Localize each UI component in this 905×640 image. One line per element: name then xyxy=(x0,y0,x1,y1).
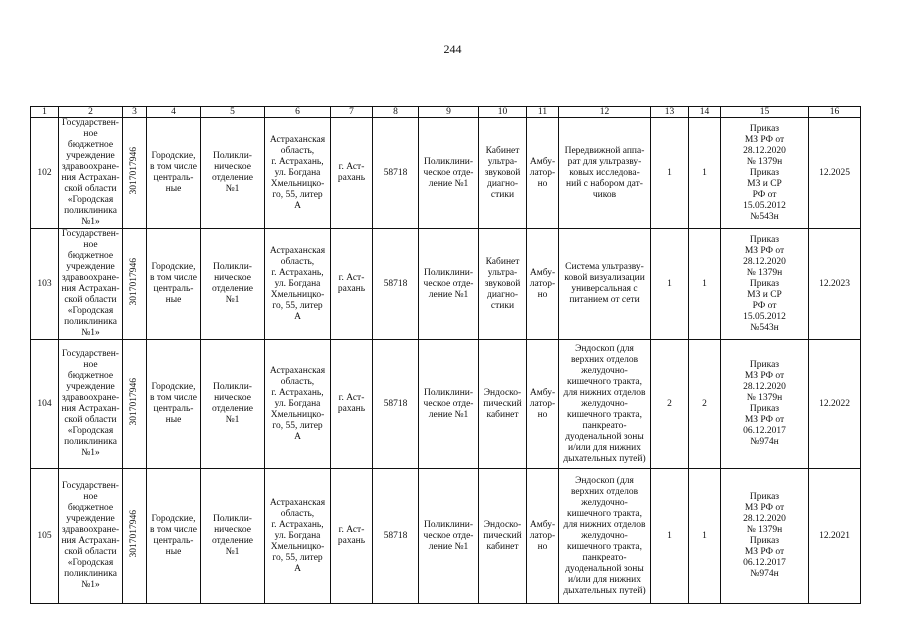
order-reference-cell: Приказ МЗ РФ от 28.12.2020 № 1379н Приказ МЗ и СР РФ от 15.05.2012 №543н xyxy=(721,118,809,229)
room-cell: Эндоско- пический кабинет xyxy=(479,469,527,604)
order-reference-cell: Приказ МЗ РФ от 28.12.2020 № 1379н Приказ МЗ РФ от 06.12.2017 №974н xyxy=(721,340,809,469)
code-cell: 58718 xyxy=(373,229,419,340)
order-reference-cell: Приказ МЗ РФ от 28.12.2020 № 1379н Приказ МЗ РФ от 06.12.2017 №974н xyxy=(721,469,809,604)
quantity-available-cell: 1 xyxy=(689,469,721,604)
column-number: 9 xyxy=(419,107,479,118)
quantity-required-cell: 1 xyxy=(651,118,689,229)
settlement-type-cell: Городские, в том числе централь- ные xyxy=(147,118,201,229)
column-number-row xyxy=(31,107,861,118)
column-number: 13 xyxy=(651,107,689,118)
date-cell: 12.2022 xyxy=(809,340,861,469)
city-cell: г. Аст- рахань xyxy=(331,340,373,469)
page-number: 244 xyxy=(443,42,462,56)
city-cell: г. Аст- рахань xyxy=(331,118,373,229)
table-row xyxy=(31,229,861,340)
table-row xyxy=(31,118,861,229)
quantity-required-cell: 1 xyxy=(651,229,689,340)
equipment-cell: Система ультразву- ковой визуализации универсальная с питанием от сети xyxy=(559,229,651,340)
equipment-cell: Эндоскоп (для верхних отделов желудочно- кишечного тракта, для нижних отделов желудочно- кишечного тракта, панкреато- дуоденальной зоны и/или для нижних дыхательных путей) xyxy=(559,340,651,469)
inn-cell xyxy=(123,229,147,340)
department-cell: Поликли- ническое отделение №1 xyxy=(201,469,265,604)
city-cell: г. Аст- рахань xyxy=(331,469,373,604)
address-cell: Астраханская область, г. Астрахань, ул. Богдана Хмельницко- го, 55, литер А xyxy=(265,118,331,229)
code-cell: 58718 xyxy=(373,340,419,469)
column-number: 2 xyxy=(59,107,123,118)
inn-text: 3017017946 xyxy=(129,510,139,558)
inn-cell xyxy=(123,469,147,604)
date-cell: 12.2025 xyxy=(809,118,861,229)
column-number: 5 xyxy=(201,107,265,118)
equipment-cell: Передвижной аппа- рат для ультразву- ковых исследова- ний с набором дат- чиков xyxy=(559,118,651,229)
unit-cell: Поликлини- ческое отде- ление №1 xyxy=(419,340,479,469)
quantity-available-cell: 1 xyxy=(689,229,721,340)
equipment-table xyxy=(30,106,861,604)
address-cell: Астраханская область, г. Астрахань, ул. Богдана Хмельницко- го, 55, литер А xyxy=(265,340,331,469)
city-cell: г. Аст- рахань xyxy=(331,229,373,340)
settlement-type-cell: Городские, в том числе централь- ные xyxy=(147,229,201,340)
inn-text: 3017017946 xyxy=(129,258,139,306)
column-number: 12 xyxy=(559,107,651,118)
care-condition-cell: Амбу- латор- но xyxy=(527,229,559,340)
column-number: 8 xyxy=(373,107,419,118)
unit-cell: Поликлини- ческое отде- ление №1 xyxy=(419,229,479,340)
column-number: 10 xyxy=(479,107,527,118)
address-cell: Астраханская область, г. Астрахань, ул. Богдана Хмельницко- го, 55, литер А xyxy=(265,229,331,340)
care-condition-cell: Амбу- латор- но xyxy=(527,340,559,469)
quantity-available-cell: 1 xyxy=(689,118,721,229)
department-cell: Поликли- ническое отделение №1 xyxy=(201,229,265,340)
code-cell: 58718 xyxy=(373,118,419,229)
column-number: 6 xyxy=(265,107,331,118)
table-row xyxy=(31,469,861,604)
organization-cell: Государствен- ное бюджетное учреждение здравоохране- ния Астрахан- ской области «Городская поликлиника №1» xyxy=(59,229,123,340)
organization-cell: Государствен- ное бюджетное учреждение здравоохране- ния Астрахан- ской области «Городская поликлиника №1» xyxy=(59,118,123,229)
inn-text: 3017017946 xyxy=(129,378,139,426)
column-number: 16 xyxy=(809,107,861,118)
date-cell: 12.2021 xyxy=(809,469,861,604)
column-number: 15 xyxy=(721,107,809,118)
room-cell: Кабинет ультра- звуковой диагно- стики xyxy=(479,229,527,340)
department-cell: Поликли- ническое отделение №1 xyxy=(201,118,265,229)
column-number: 11 xyxy=(527,107,559,118)
inn-text: 3017017946 xyxy=(129,147,139,195)
row-number: 104 xyxy=(31,340,59,469)
order-reference-cell: Приказ МЗ РФ от 28.12.2020 № 1379н Приказ МЗ и СР РФ от 15.05.2012 №543н xyxy=(721,229,809,340)
row-number: 105 xyxy=(31,469,59,604)
department-cell: Поликли- ническое отделение №1 xyxy=(201,340,265,469)
column-number: 7 xyxy=(331,107,373,118)
quantity-required-cell: 2 xyxy=(651,340,689,469)
inn-cell xyxy=(123,118,147,229)
organization-cell: Государствен- ное бюджетное учреждение здравоохране- ния Астрахан- ской области «Городская поликлиника №1» xyxy=(59,340,123,469)
care-condition-cell: Амбу- латор- но xyxy=(527,118,559,229)
settlement-type-cell: Городские, в том числе централь- ные xyxy=(147,469,201,604)
room-cell: Кабинет ультра- звуковой диагно- стики xyxy=(479,118,527,229)
equipment-cell: Эндоскоп (для верхних отделов желудочно- кишечного тракта, для нижних отделов желудочно- кишечного тракта, панкреато- дуоденальной зоны и/или для нижних дыхательных путей) xyxy=(559,469,651,604)
row-number: 102 xyxy=(31,118,59,229)
row-number: 103 xyxy=(31,229,59,340)
table-row xyxy=(31,340,861,469)
quantity-required-cell: 1 xyxy=(651,469,689,604)
column-number: 3 xyxy=(123,107,147,118)
column-number: 14 xyxy=(689,107,721,118)
settlement-type-cell: Городские, в том числе централь- ные xyxy=(147,340,201,469)
column-number: 4 xyxy=(147,107,201,118)
care-condition-cell: Амбу- латор- но xyxy=(527,469,559,604)
date-cell: 12.2023 xyxy=(809,229,861,340)
inn-cell xyxy=(123,340,147,469)
code-cell: 58718 xyxy=(373,469,419,604)
quantity-available-cell: 2 xyxy=(689,340,721,469)
unit-cell: Поликлини- ческое отде- ление №1 xyxy=(419,469,479,604)
organization-cell: Государствен- ное бюджетное учреждение здравоохране- ния Астрахан- ской области «Городская поликлиника №1» xyxy=(59,469,123,604)
address-cell: Астраханская область, г. Астрахань, ул. Богдана Хмельницко- го, 55, литер А xyxy=(265,469,331,604)
unit-cell: Поликлини- ческое отде- ление №1 xyxy=(419,118,479,229)
room-cell: Эндоско- пический кабинет xyxy=(479,340,527,469)
column-number: 1 xyxy=(31,107,59,118)
